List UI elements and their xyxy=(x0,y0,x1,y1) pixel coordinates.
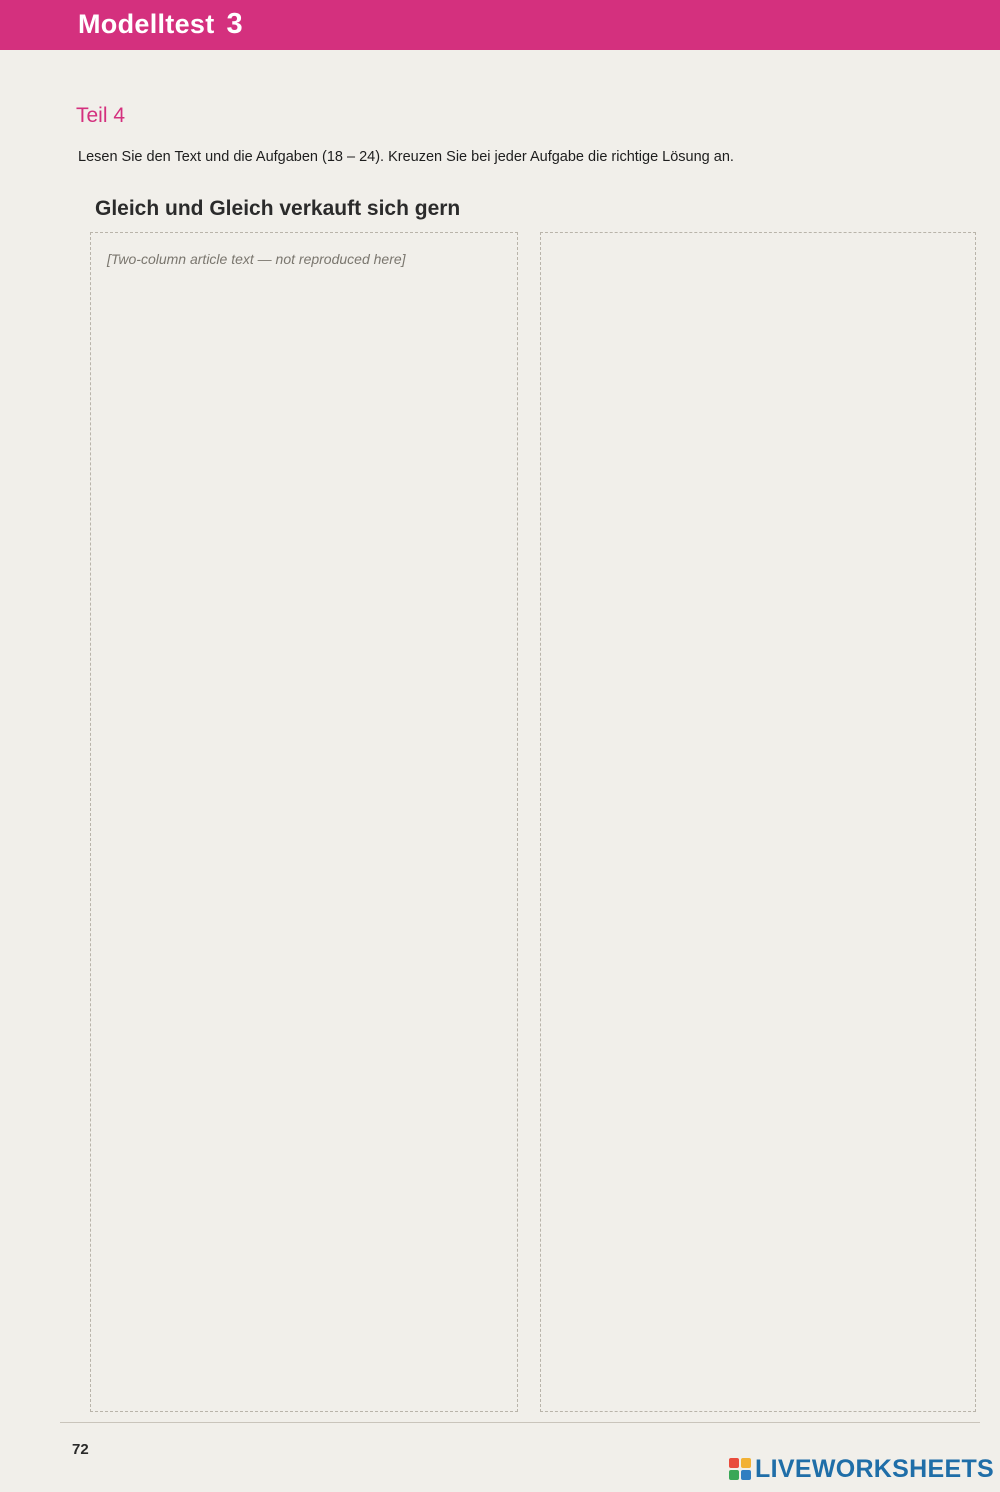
article-text-placeholder: [Two-column article text — not reproduced here] xyxy=(90,232,518,1412)
section-title: Teil 4 xyxy=(76,104,126,127)
modelltest-title xyxy=(78,8,243,41)
footer-divider xyxy=(60,1422,980,1423)
article-column-right xyxy=(540,232,976,1412)
modelltest-label: Modelltest xyxy=(78,9,215,39)
article-column-left xyxy=(90,232,518,1412)
task-instruction: Lesen Sie den Text und die Aufgaben (18 – 24). Kreuzen Sie bei jeder Aufgabe die richtige Lösung an. xyxy=(78,149,734,165)
modelltest-number: 3 xyxy=(226,8,243,40)
liveworksheets-logo-icon xyxy=(729,1458,751,1480)
article-title: Gleich und Gleich verkauft sich gern xyxy=(95,197,461,220)
article-text-placeholder-right xyxy=(540,232,976,1412)
header-band xyxy=(0,0,1000,50)
watermark-text: LIVEWORKSHEETS xyxy=(755,1454,994,1483)
liveworksheets-watermark xyxy=(729,1454,994,1484)
page-number: 72 xyxy=(72,1441,89,1458)
